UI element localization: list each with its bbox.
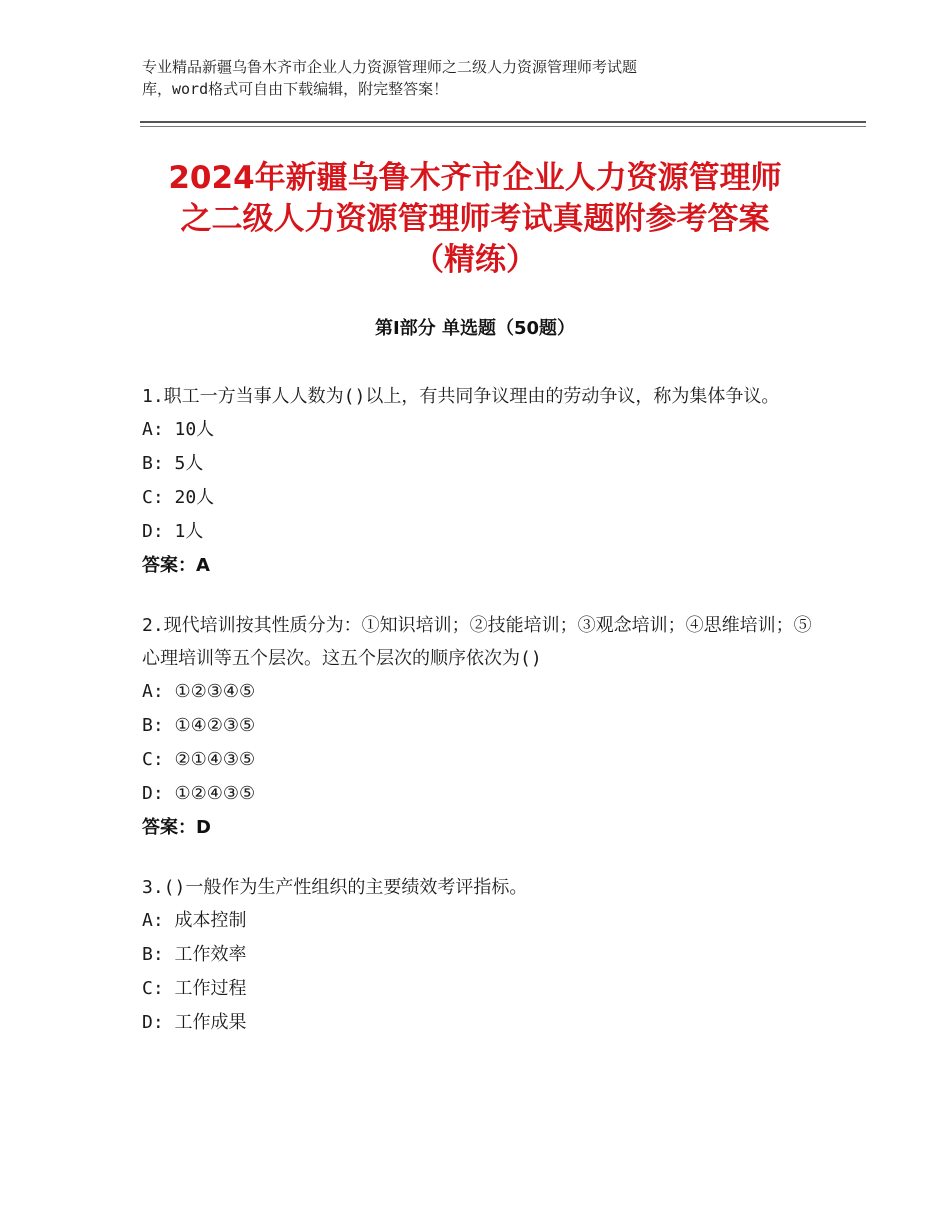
option-b: B: 工作效率 — [142, 944, 247, 965]
document-title — [110, 158, 840, 281]
header-note — [142, 56, 782, 100]
question-2 — [142, 609, 822, 845]
answer: 答案：A — [142, 555, 210, 576]
question-list — [142, 380, 822, 1066]
option-d: D: 1人 — [142, 521, 204, 542]
question-stem: 3.()一般作为生产性组织的主要绩效考评指标。 — [142, 877, 528, 898]
question-1 — [142, 380, 822, 583]
option-a: A: 10人 — [142, 419, 215, 440]
answer: 答案：D — [142, 817, 211, 838]
title-line1: 2024年新疆乌鲁木齐市企业人力资源管理师 — [168, 160, 782, 196]
option-c: C: 工作过程 — [142, 978, 247, 999]
option-b: B: ①④②③⑤ — [142, 715, 256, 736]
option-b: B: 5人 — [142, 453, 204, 474]
question-stem: 1.职工一方当事人人数为()以上，有共同争议理由的劳动争议，称为集体争议。 — [142, 386, 780, 407]
title-line2: 之二级人力资源管理师考试真题附参考答案 — [180, 201, 770, 237]
option-d: D: ①②④③⑤ — [142, 783, 256, 804]
title-line3: （精练） — [413, 242, 537, 278]
header-divider — [140, 121, 866, 123]
header-note-line1: 专业精品新疆乌鲁木齐市企业人力资源管理师之二级人力资源管理师考试题 — [142, 58, 638, 76]
option-a: A: 成本控制 — [142, 910, 247, 931]
header-note-line2: 库，word格式可自由下载编辑，附完整答案！ — [142, 80, 449, 98]
option-d: D: 工作成果 — [142, 1012, 247, 1033]
question-3 — [142, 871, 822, 1040]
option-c: C: ②①④③⑤ — [142, 749, 256, 770]
option-c: C: 20人 — [142, 487, 215, 508]
section-heading: 第Ⅰ部分 单选题（50题） — [374, 318, 575, 339]
question-stem: 2.现代培训按其性质分为：①知识培训；②技能培训；③观念培训；④思维培训；⑤心理培训等五个层次。这五个层次的顺序依次为() — [142, 615, 812, 669]
option-a: A: ①②③④⑤ — [142, 681, 256, 702]
header-divider-thin — [140, 126, 866, 127]
